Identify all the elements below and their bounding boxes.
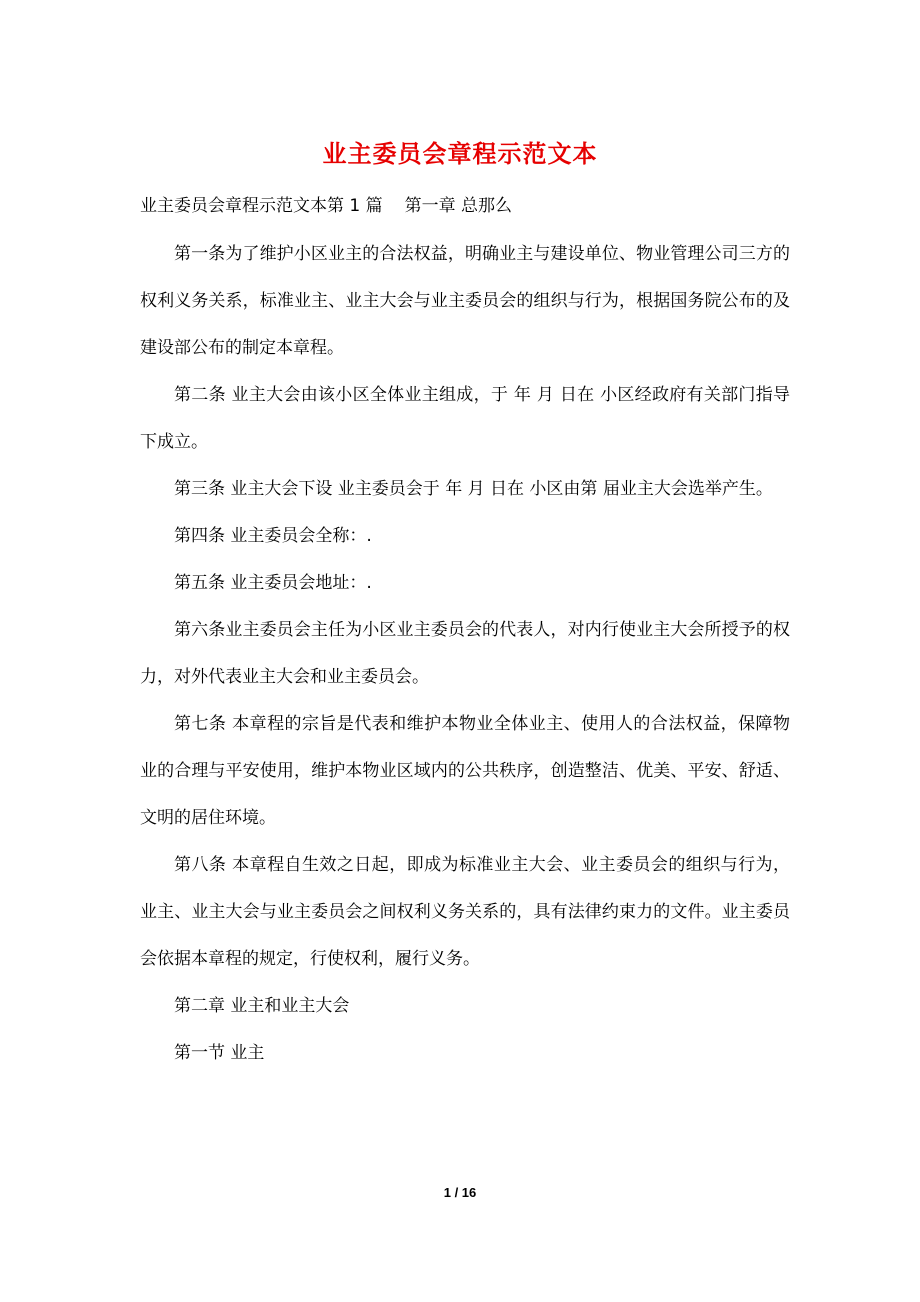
document-body xyxy=(140,231,790,1077)
paragraph: 第七条 本章程的宗旨是代表和维护本物业全体业主、使用人的合法权益，保障物业的合理与平安使用，维护本物业区域内的公共秩序，创造整洁、优美、平安、舒适、文明的居住环境。 xyxy=(140,714,790,828)
subtitle-part-title: 业主委员会章程示范文本第 1 篇 xyxy=(140,196,383,216)
section-heading: 第一节 业主 xyxy=(174,1043,265,1063)
paragraph: 第六条业主委员会主任为小区业主委员会的代表人，对内行使业主大会所授予的权力，对外代表业主大会和业主委员会。 xyxy=(140,620,790,687)
document-subtitle xyxy=(140,192,800,220)
paragraph: 第四条 业主委员会全称：. xyxy=(174,526,372,546)
paragraph: 第一条为了维护小区业主的合法权益，明确业主与建设单位、物业管理公司三方的权利义务关系，标准业主、业主大会与业主委员会的组织与行为，根据国务院公布的及建设部公布的制定本章程。 xyxy=(140,244,790,358)
subtitle-chapter-heading: 第一章 总那么 xyxy=(404,196,513,216)
paragraph: 第八条 本章程自生效之日起，即成为标准业主大会、业主委员会的组织与行为，业主、业主大会与业主委员会之间权利义务关系的，具有法律约束力的文件。业主委员会依据本章程的规定，行使权利，履行义务。 xyxy=(140,855,790,969)
paragraph: 第三条 业主大会下设 业主委员会于 年 月 日在 小区由第 届业主大会选举产生。 xyxy=(174,479,773,499)
page-indicator: 1 / 16 xyxy=(443,1185,477,1200)
paragraph: 第二条 业主大会由该小区全体业主组成，于 年 月 日在 小区经政府有关部门指导下成立。 xyxy=(140,385,790,452)
document-title: 业主委员会章程示范文本 xyxy=(322,139,598,168)
paragraph: 第五条 业主委员会地址：. xyxy=(174,573,372,593)
chapter-heading: 第二章 业主和业主大会 xyxy=(174,996,350,1016)
